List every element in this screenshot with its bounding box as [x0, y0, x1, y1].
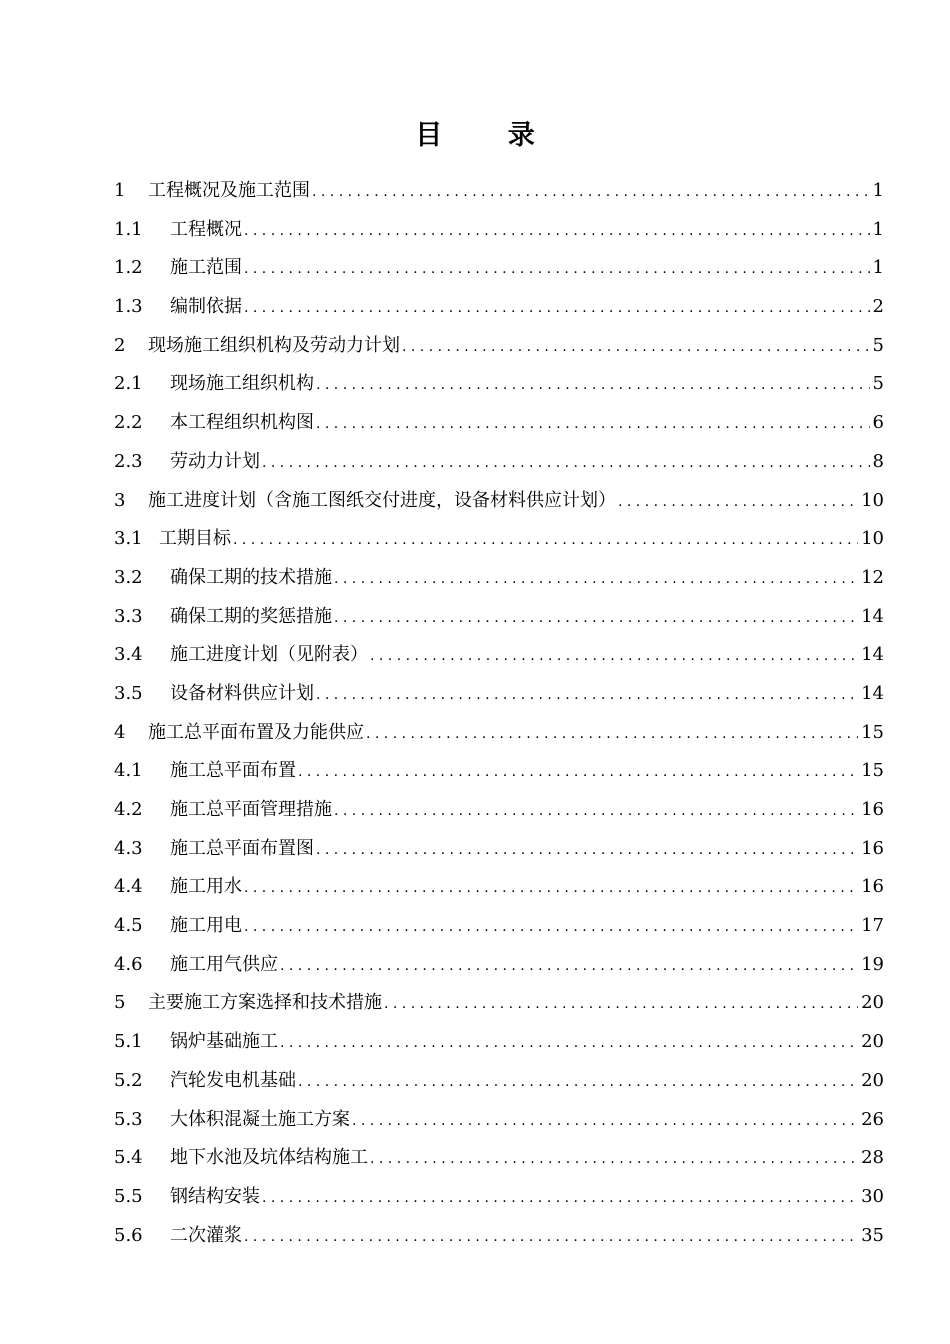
toc-entry-leader: [244, 1218, 858, 1257]
toc-entry-leader: [312, 173, 870, 212]
toc-entry-leader: [334, 792, 858, 831]
toc-entry-page: 28: [861, 1147, 884, 1169]
table-of-contents: [114, 172, 884, 1255]
toc-entry[interactable]: [114, 404, 884, 443]
toc-entry-number: 5.3: [114, 1108, 143, 1130]
toc-entry-number: 2.1: [114, 373, 143, 395]
toc-entry-leader: [262, 444, 870, 483]
toc-entry-number: 4.4: [114, 876, 143, 898]
toc-entry-page: 15: [861, 721, 884, 743]
toc-entry-label: 工程概况: [170, 218, 242, 240]
toc-entry-page: 10: [861, 528, 884, 550]
toc-entry[interactable]: [114, 249, 884, 288]
toc-entry-page: 16: [861, 799, 884, 820]
toc-entry-number: 5: [114, 992, 126, 1014]
toc-entry-leader: [370, 1140, 858, 1179]
toc-entry-number: 3.3: [114, 605, 143, 627]
toc-entry-leader: [366, 715, 858, 754]
toc-entry-label: 施工进度计划（见附表）: [170, 644, 368, 666]
toc-entry-label: 施工总平面布置: [170, 760, 296, 782]
toc-entry-number: 1.1: [114, 218, 143, 240]
toc-entry-number: 2.2: [114, 412, 143, 434]
toc-entry-number: 2: [114, 334, 126, 356]
toc-entry-number: 4.2: [114, 799, 143, 820]
toc-entry-page: 1: [872, 218, 884, 240]
toc-entry-leader: [298, 1063, 858, 1102]
toc-entry-leader: [244, 289, 870, 328]
toc-entry-label: 编制依据: [170, 296, 242, 318]
toc-entry-page: 20: [861, 992, 884, 1014]
toc-entry-page: 12: [861, 566, 884, 588]
toc-entry-leader: [280, 947, 858, 986]
toc-entry[interactable]: [114, 752, 884, 791]
toc-entry-number: 4.1: [114, 760, 143, 782]
toc-entry[interactable]: [114, 636, 884, 675]
toc-entry-number: 2.3: [114, 450, 143, 472]
toc-entry-page: 20: [861, 1031, 884, 1053]
toc-entry-page: 14: [861, 644, 884, 666]
toc-entry-label: 汽轮发电机基础: [170, 1069, 296, 1091]
toc-entry[interactable]: [114, 791, 884, 830]
toc-entry-label: 设备材料供应计划: [170, 682, 314, 704]
toc-entry-page: 10: [861, 489, 884, 511]
toc-entry-leader: [334, 599, 858, 638]
toc-entry-label: 施工总平面管理措施: [170, 799, 332, 820]
toc-entry-number: 5.5: [114, 1185, 143, 1207]
toc-title: [0, 116, 950, 156]
toc-entry-number: 3.4: [114, 644, 143, 666]
toc-entry-label: 施工进度计划（含施工图纸交付进度，设备材料供应计划）: [148, 489, 616, 511]
toc-entry-number: 5.1: [114, 1031, 143, 1053]
toc-entry[interactable]: [114, 984, 884, 1023]
toc-entry-leader: [244, 869, 858, 908]
toc-entry-label: 施工总平面布置及力能供应: [148, 721, 364, 743]
toc-entry-number: 5.4: [114, 1147, 143, 1169]
toc-entry-label: 二次灌浆: [170, 1224, 242, 1246]
toc-entry-label: 现场施工组织机构: [170, 373, 314, 395]
toc-entry[interactable]: [114, 830, 884, 869]
toc-entry-label: 工期目标: [159, 528, 231, 550]
toc-entry-page: 20: [861, 1069, 884, 1091]
toc-entry-label: 主要施工方案选择和技术措施: [148, 992, 382, 1014]
toc-entry-leader: [280, 1024, 858, 1063]
toc-entry-page: 15: [861, 760, 884, 782]
toc-entry-page: 19: [861, 953, 884, 975]
toc-entry-label: 施工总平面布置图: [170, 837, 314, 859]
toc-entry-leader: [384, 985, 858, 1024]
toc-entry-number: 4.6: [114, 953, 143, 975]
toc-entry-number: 3.1: [114, 528, 143, 550]
toc-entry-number: 5.6: [114, 1224, 143, 1246]
toc-entry-leader: [244, 250, 870, 289]
toc-entry[interactable]: [114, 868, 884, 907]
toc-entry[interactable]: [114, 1023, 884, 1062]
toc-entry-number: 4.3: [114, 837, 143, 859]
toc-entry-leader: [316, 366, 870, 405]
toc-entry-label: 钢结构安装: [170, 1185, 260, 1207]
toc-entry-page: 2: [872, 296, 884, 318]
toc-entry[interactable]: [114, 1062, 884, 1101]
toc-entry-number: 3.5: [114, 682, 143, 704]
toc-entry-number: 1.2: [114, 257, 143, 279]
toc-entry[interactable]: [114, 482, 884, 521]
toc-entry-label: 施工范围: [170, 257, 242, 279]
toc-entry[interactable]: [114, 675, 884, 714]
toc-entry-leader: [262, 1179, 858, 1218]
toc-entry[interactable]: [114, 520, 884, 559]
toc-entry-leader: [316, 405, 870, 444]
toc-entry-number: 1.3: [114, 296, 143, 318]
toc-entry[interactable]: [114, 559, 884, 598]
toc-entry-page: 30: [861, 1185, 884, 1207]
toc-entry-label: 地下水池及坑体结构施工: [170, 1147, 368, 1169]
toc-entry-label: 工程概况及施工范围: [148, 180, 310, 201]
toc-entry-page: 1: [872, 180, 884, 201]
toc-entry-leader: [402, 328, 870, 367]
toc-entry-page: 6: [872, 412, 884, 434]
toc-entry-label: 确保工期的技术措施: [170, 566, 332, 588]
toc-entry-number: 5.2: [114, 1069, 143, 1091]
toc-entry-leader: [244, 908, 858, 947]
toc-entry-page: 8: [872, 450, 884, 472]
toc-entry-leader: [233, 521, 858, 560]
toc-entry-number: 4: [114, 721, 126, 743]
toc-entry[interactable]: [114, 327, 884, 366]
toc-entry-leader: [334, 560, 858, 599]
toc-entry-label: 劳动力计划: [170, 450, 260, 472]
toc-entry-page: 14: [861, 605, 884, 627]
toc-entry-page: 17: [861, 915, 884, 937]
toc-entry-page: 5: [872, 373, 884, 395]
toc-entry[interactable]: [114, 598, 884, 637]
toc-entry-label: 大体积混凝土施工方案: [170, 1108, 350, 1130]
toc-entry[interactable]: [114, 443, 884, 482]
toc-entry-label: 本工程组织机构图: [170, 412, 314, 434]
toc-entry-label: 施工用气供应: [170, 953, 278, 975]
toc-entry-leader: [316, 831, 858, 870]
toc-entry-page: 16: [861, 876, 884, 898]
toc-entry-label: 确保工期的奖惩措施: [170, 605, 332, 627]
toc-entry-leader: [298, 753, 858, 792]
toc-entry-label: 锅炉基础施工: [170, 1031, 278, 1053]
toc-entry-page: 16: [861, 837, 884, 859]
toc-entry[interactable]: [114, 714, 884, 753]
toc-entry-page: 35: [861, 1224, 884, 1246]
toc-entry[interactable]: [114, 172, 884, 211]
toc-entry-label: 施工用水: [170, 876, 242, 898]
toc-entry-page: 1: [872, 257, 884, 279]
toc-entry[interactable]: [114, 211, 884, 250]
toc-entry-leader: [352, 1102, 858, 1141]
toc-entry-page: 14: [861, 682, 884, 704]
toc-entry[interactable]: [114, 1178, 884, 1217]
toc-entry-number: 4.5: [114, 915, 143, 937]
toc-entry[interactable]: [114, 288, 884, 327]
toc-entry-label: 现场施工组织机构及劳动力计划: [148, 334, 400, 356]
toc-entry[interactable]: [114, 1217, 884, 1256]
toc-entry-page: 5: [872, 334, 884, 356]
toc-entry-leader: [370, 637, 858, 676]
toc-entry-leader: [316, 676, 858, 715]
toc-entry[interactable]: [114, 907, 884, 946]
toc-entry-number: 1: [114, 180, 126, 201]
toc-entry-page: 26: [861, 1108, 884, 1130]
toc-title-char-2: 录: [507, 120, 535, 151]
toc-title-char-1: 目: [415, 120, 443, 151]
toc-entry-leader: [244, 212, 870, 251]
toc-entry[interactable]: [114, 946, 884, 985]
toc-entry[interactable]: [114, 1139, 884, 1178]
toc-entry-number: 3: [114, 489, 126, 511]
toc-entry-label: 施工用电: [170, 915, 242, 937]
toc-entry-number: 3.2: [114, 566, 143, 588]
toc-entry[interactable]: [114, 365, 884, 404]
toc-entry-leader: [618, 483, 858, 522]
toc-entry[interactable]: [114, 1101, 884, 1140]
